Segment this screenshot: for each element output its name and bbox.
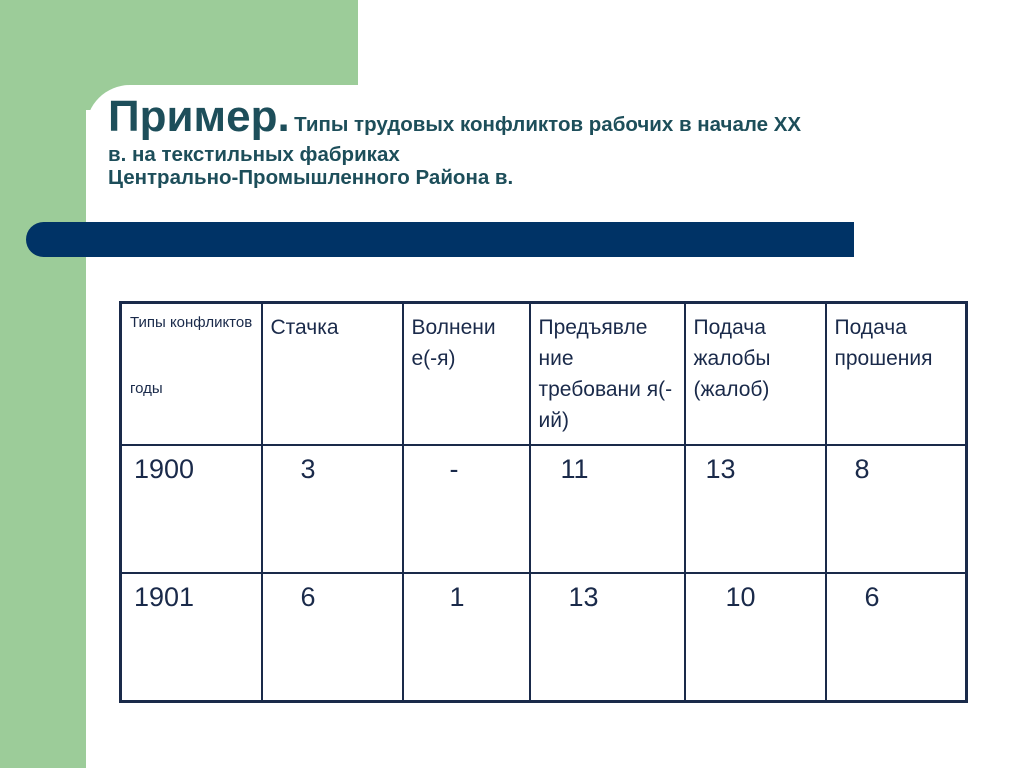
value-cell: 10 — [685, 573, 826, 702]
column-header: Предъявле ние требовани я(-ий) — [530, 303, 685, 446]
table-header-row — [121, 303, 967, 446]
value-cell: 3 — [262, 445, 403, 573]
column-header: Волнени е(-я) — [403, 303, 530, 446]
title-sub-line3: Центрально-Промышленного Района в. — [108, 166, 514, 190]
year-cell: 1900 — [121, 445, 262, 573]
decor-green-left — [0, 0, 86, 768]
value-cell: - — [403, 445, 530, 573]
corner-years-label: годы — [130, 380, 163, 397]
corner-header-cell — [121, 303, 262, 446]
value-cell: 1 — [403, 573, 530, 702]
column-header: Подача прошения — [826, 303, 967, 446]
year-cell: 1901 — [121, 573, 262, 702]
value-cell: 8 — [826, 445, 967, 573]
table-row — [121, 573, 967, 702]
conflicts-table — [119, 301, 968, 703]
corner-types-label: Типы конфликтов — [130, 314, 253, 331]
column-header: Стачка — [262, 303, 403, 446]
table-row — [121, 445, 967, 573]
title-main: Пример. — [108, 92, 290, 141]
value-cell: 6 — [262, 573, 403, 702]
column-header: Подача жалобы (жалоб) — [685, 303, 826, 446]
slide-title — [108, 92, 968, 190]
value-cell: 6 — [826, 573, 967, 702]
title-sub-line1: Типы трудовых конфликтов рабочих в начале XX — [294, 113, 802, 136]
divider-bar — [26, 222, 854, 257]
title-sub-line2: в. на текстильных фабриках — [108, 142, 400, 166]
value-cell: 13 — [530, 573, 685, 702]
value-cell: 13 — [685, 445, 826, 573]
value-cell: 11 — [530, 445, 685, 573]
